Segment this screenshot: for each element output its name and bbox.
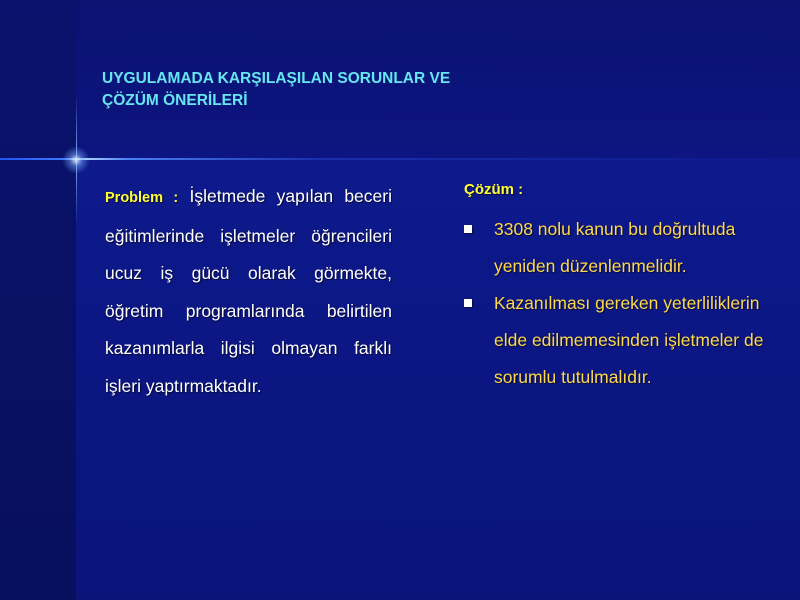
title-line-2: ÇÖZÜM ÖNERİLERİ [102,92,248,109]
title-line-1: UYGULAMADA KARŞILAŞILAN SORUNLAR VE [102,70,451,87]
solution-item [464,211,784,285]
solution-item-text: 3308 nolu kanun bu doğrultuda yeniden düzenlenmelidir. [494,219,736,276]
horizontal-light-line [0,158,800,160]
slide-title [102,68,522,112]
solution-item-text: Kazanılması gereken yeterliliklerin elde edilmemesinden işletmeler de sorumlu tutulmalıdır. [494,293,764,387]
solution-label: Çözüm : [464,181,524,198]
square-bullet-icon [464,225,472,233]
solution-section [464,175,784,396]
problem-text: İşletmede yapılan beceri eğitimlerinde işletmeler öğrencileri ucuz iş gücü olarak görmekte, öğretim programlarında belirtilen kazanımlarla ilgisi olmayan farklı işleri yaptırmaktadır. [105,186,392,396]
problem-paragraph [105,178,392,405]
left-band [0,0,76,600]
square-bullet-icon [464,299,472,307]
problem-label: Problem : [105,190,179,206]
solution-item [464,285,784,396]
light-flare-icon [62,146,90,174]
